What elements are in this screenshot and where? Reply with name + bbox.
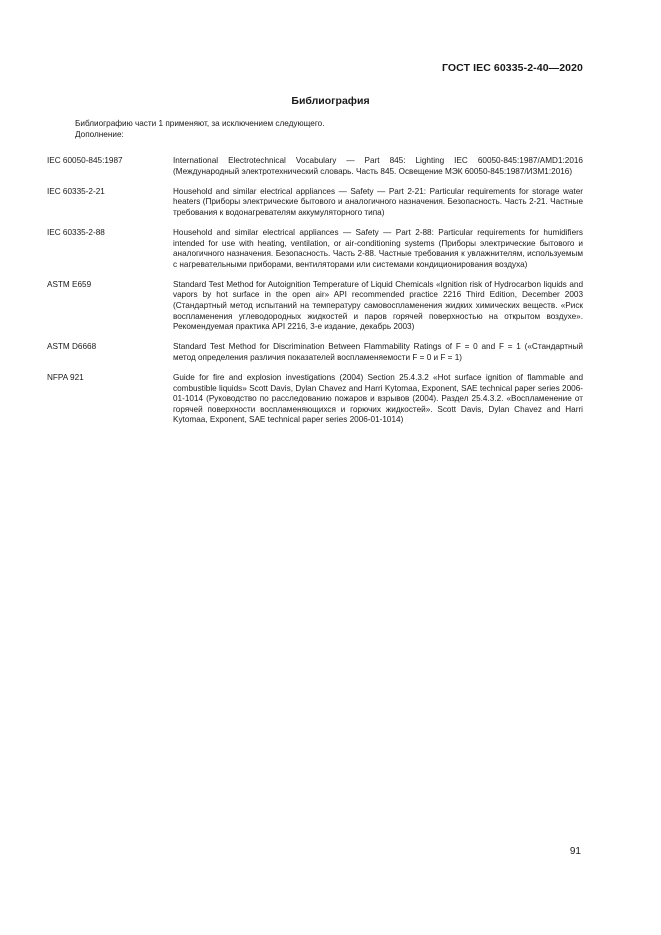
- bibliography-title: Библиография: [291, 95, 370, 107]
- standard-code: ГОСТ IEC 60335-2-40—2020: [441, 62, 583, 74]
- bibliography-entry: [47, 342, 583, 363]
- entry-description: Household and similar electrical appliances — Safety — Part 2-88: Particular requirements for humidifiers intended for use with heating, ventilation, or air-conditioning systems (Приборы электрические бытового и аналогичного назначения. Безопасность. Часть 2-88. Частные требования к увлажнителям, используемым с нагревательными приборами, вентиляторами или системами кондиционирования воздуха): [173, 227, 583, 269]
- entry-description: Household and similar electrical appliances — Safety — Part 2-21: Particular requirements for storage water heaters (Приборы электрические бытового и аналогичного назначения. Безопасность. Часть 2-21. Частные требования к водонагревателям аккумуляторного типа): [173, 186, 583, 217]
- entry-description: Standard Test Method for Discrimination Between Flammability Ratings of F = 0 and F = 1 («Стандартный метод определения различия показателей воспламеняемости F = 0 и F = 1): [173, 342, 583, 362]
- intro-addition-label: Дополнение:: [75, 129, 124, 139]
- entry-description: International Electrotechnical Vocabulary — Part 845: Lighting IEC 60050-845:1987/AMD1:2016 (Международный электротехнический словарь. Часть 845. Освещение МЭК 60050-845:1987/ИЗМ1:2016): [173, 156, 583, 176]
- bibliography-entry: [47, 228, 583, 270]
- bibliography-entry: [47, 187, 583, 219]
- entry-code: NFPA 921: [47, 373, 84, 382]
- entry-code: IEC 60050-845:1987: [47, 156, 123, 165]
- bibliography-entry: [47, 373, 583, 426]
- intro-line: Библиографию части 1 применяют, за исключением следующего.: [75, 119, 325, 128]
- bibliography-entry: [47, 156, 583, 177]
- entry-code: ASTM D6668: [47, 342, 97, 352]
- entry-description: Guide for fire and explosion investigations (2004) Section 25.4.3.2 «Hot surface ignition of flammable and combustible liquids» Scott Davis, Dylan Chavez and Harri Kytomaa, Exponent, SAE technical paper series 2006-01-1014 (Руководство по расследованию пожаров и взрывов (2004). Раздел 25.4.3.2. «Воспламенение от горячей поверхности воспламеняющихся и горючих жидкостей». Scott Davis, Dylan Chavez and Harri Kytomaa, Exponent, SAE technical paper series 2006-01-1014): [173, 373, 583, 425]
- entry-code: IEC 60335-2-21: [47, 186, 105, 196]
- entry-code: IEC 60335-2-88: [47, 227, 105, 237]
- bibliography-entry: [47, 280, 583, 333]
- bibliography-list: [47, 156, 583, 435]
- bibliography-intro: [75, 119, 585, 140]
- entry-code: ASTM E659: [47, 279, 92, 289]
- page-number: 91: [569, 846, 581, 857]
- entry-description: Standard Test Method for Autoignition Temperature of Liquid Chemicals «Ignition risk of Hydrocarbon liquids and vapors by hot surface in the open air» API recommended practice 2216 Third Edition, December 2003 (Стандартный метод испытаний на температуру самовоспламенения жидких химических веществ. «Риск воспламенения углеводородных жидкостей и паров горячей поверхностью на открытом воздухе». Рекомендуемая практика API 2216, 3-е издание, декабрь 2003): [173, 279, 583, 332]
